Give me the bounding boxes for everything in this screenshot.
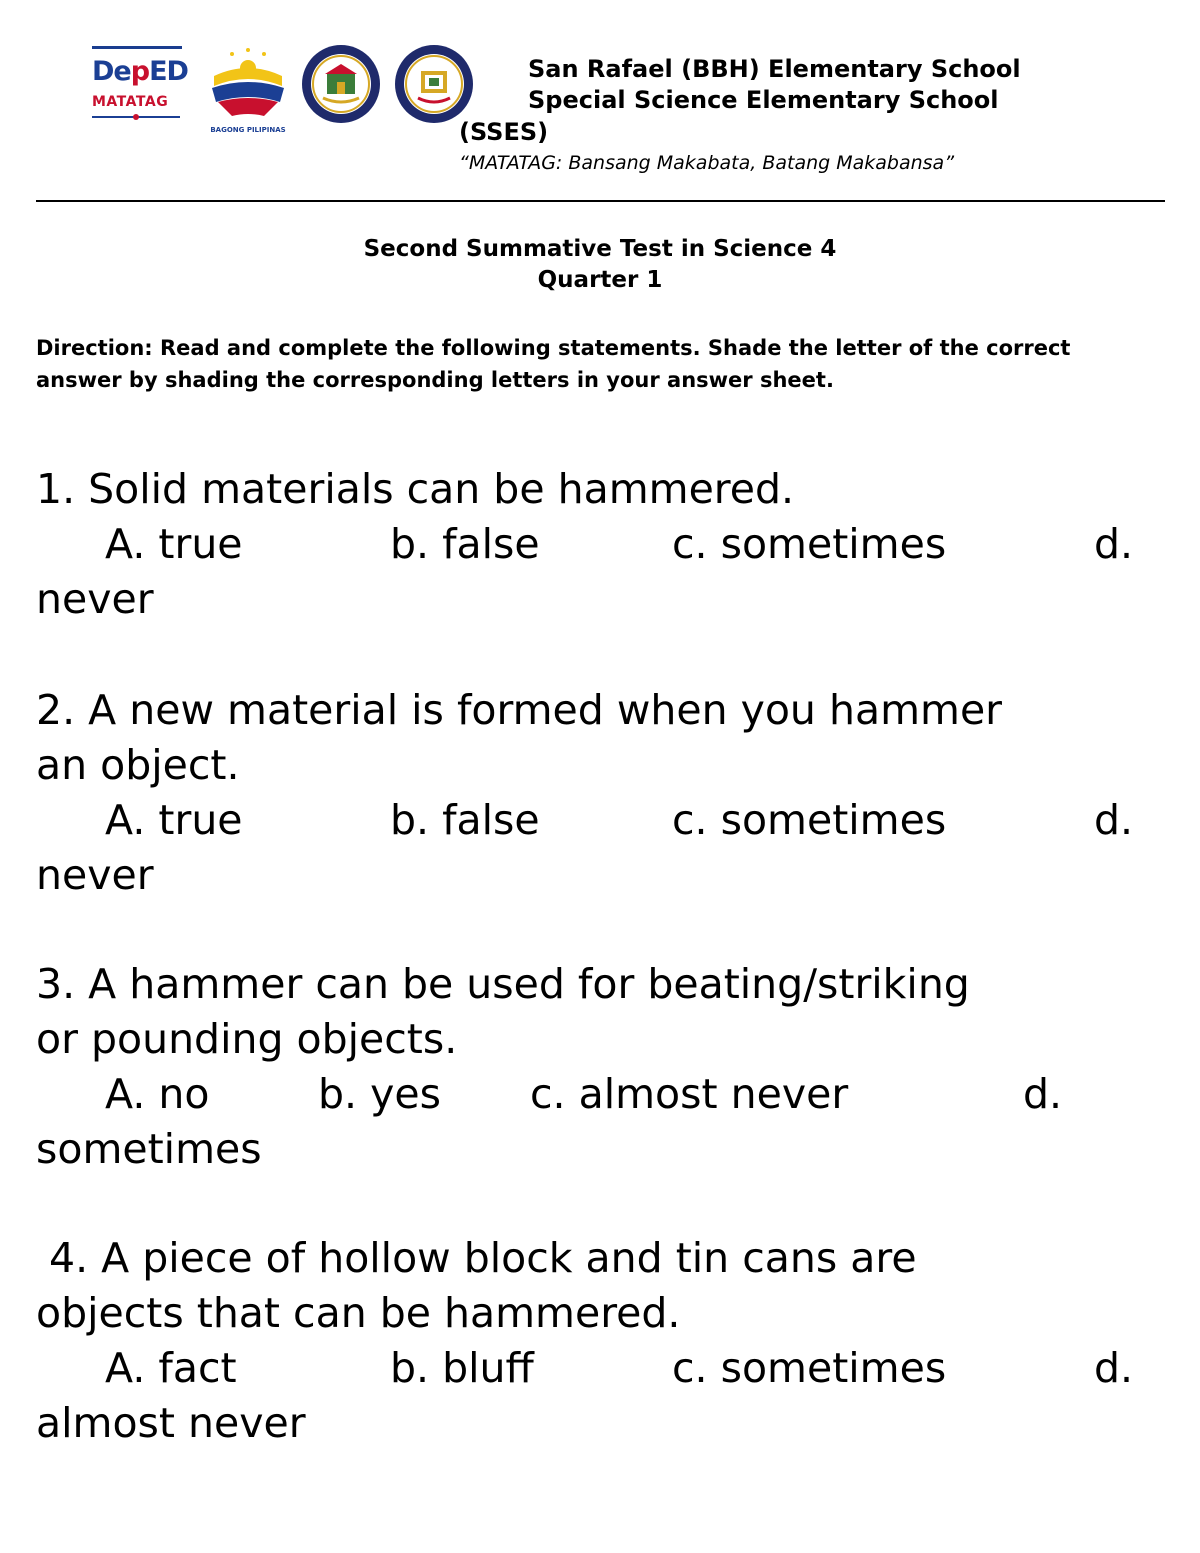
option-b[interactable]: b. bluff (390, 1344, 534, 1392)
bagong-pilipinas-logo (202, 42, 294, 136)
test-direction: Direction: Read and complete the following statements. Shade the letter of the correct answer by shading the corresponding letters in your answer sheet. (36, 336, 1071, 392)
question-text: 4. A piece of hollow block and tin cans are (49, 1234, 917, 1282)
matatag-wordmark: MATATAG (92, 94, 169, 110)
question-2 (36, 683, 1148, 903)
division-seal-icon (301, 44, 381, 124)
test-title: Second Summative Test in Science 4 (363, 236, 837, 262)
option-a[interactable]: A. no (105, 1070, 210, 1118)
option-d[interactable]: d. (1023, 1070, 1063, 1118)
option-d[interactable]: d. (1094, 520, 1134, 568)
option-d[interactable]: d. (1094, 796, 1134, 844)
option-b[interactable]: b. yes (318, 1070, 441, 1118)
deped-tagline-graphic (92, 114, 180, 120)
question-text-continued: an object. (36, 741, 240, 789)
question-1 (36, 462, 1148, 627)
question-text-continued: or pounding objects. (36, 1015, 458, 1063)
question-text: 2. A new material is formed when you hammer (36, 686, 1003, 734)
option-a[interactable]: A. true (105, 520, 243, 568)
school-name-line3: (SSES) (459, 118, 549, 146)
deped-matatag-logo (92, 46, 188, 130)
deped-wordmark: DepED (92, 56, 188, 87)
option-d-continued[interactable]: almost never (36, 1399, 306, 1447)
test-quarter: Quarter 1 (537, 267, 663, 293)
option-d[interactable]: d. (1094, 1344, 1134, 1392)
question-3 (36, 957, 1148, 1177)
header-divider (36, 200, 1165, 202)
option-c[interactable]: c. almost never (530, 1070, 849, 1118)
school-name-line2: Special Science Elementary School (528, 86, 999, 114)
question-text-continued: objects that can be hammered. (36, 1289, 681, 1337)
question-text: 3. A hammer can be used for beating/striking (36, 960, 970, 1008)
option-a[interactable]: A. fact (105, 1344, 237, 1392)
option-c[interactable]: c. sometimes (672, 520, 947, 568)
question-text: 1. Solid materials can be hammered. (36, 465, 795, 513)
answer-options (36, 1341, 1148, 1396)
option-d-continued[interactable]: never (36, 575, 154, 623)
svg-text:BAGONG PILIPINAS: BAGONG PILIPINAS (210, 126, 286, 134)
school-motto: “MATATAG: Bansang Makabata, Batang Makabansa” (459, 152, 955, 174)
answer-options (36, 1067, 1148, 1122)
school-seal-icon (394, 44, 474, 124)
school-name-line1: San Rafael (BBH) Elementary School (528, 55, 1021, 83)
option-b[interactable]: b. false (390, 796, 540, 844)
question-4 (36, 1231, 1148, 1451)
option-a[interactable]: A. true (105, 796, 243, 844)
option-d-continued[interactable]: sometimes (36, 1125, 262, 1173)
answer-options (36, 793, 1148, 848)
option-b[interactable]: b. false (390, 520, 540, 568)
answer-options (36, 517, 1148, 572)
option-c[interactable]: c. sometimes (672, 1344, 947, 1392)
option-d-continued[interactable]: never (36, 851, 154, 899)
option-c[interactable]: c. sometimes (672, 796, 947, 844)
